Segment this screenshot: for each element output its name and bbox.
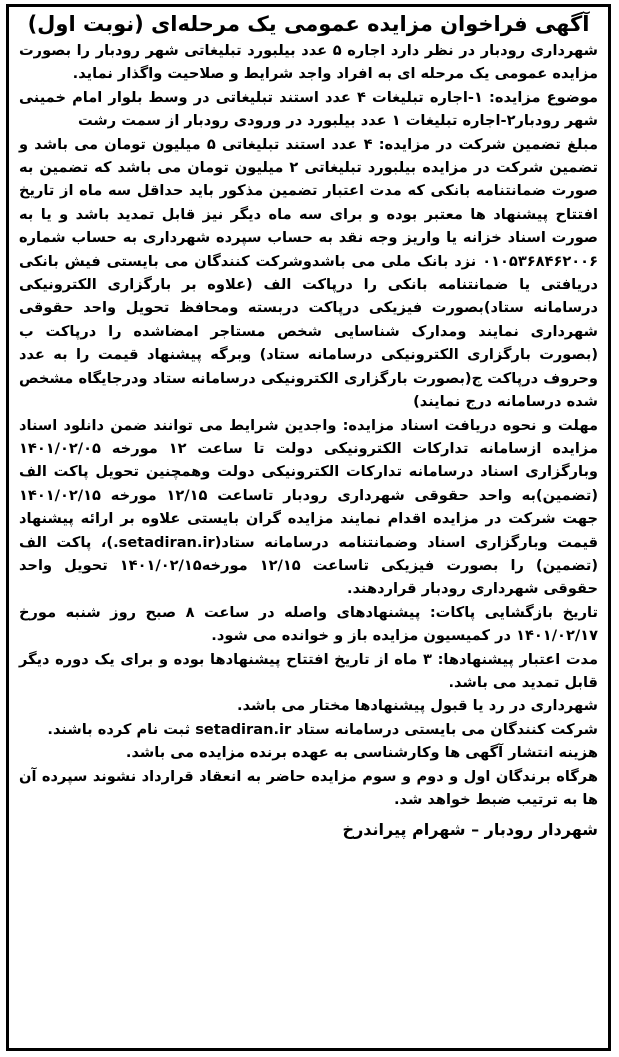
notice-title: آگهی فراخوان مزایده عمومی یک مرحله‌ای (نوبت اول)	[27, 12, 590, 36]
subject-paragraph	[19, 86, 598, 133]
deadline-label: مهلت و نحوه دریافت اسناد مزایده:	[342, 416, 598, 434]
subject-text: ۱-اجاره تبلیغات ۴ عدد استند تبلیغاتی در وسط بلوار امام خمینی شهر رودبار۲-اجاره تبلیغات ۱ عدد بیلبورد در ورودی رودبار از سمت رشت	[19, 88, 598, 130]
guarantee-text: ۴ عدد استند تبلیغاتی ۵ میلیون تومان می باشد و تضمین شرکت در مزایده بیلبورد تبلیغاتی ۲ میلیون تومان می باشد که تضمین به صورت ضمانتنامه بانکی که مدت اعتبار تضمین مذکور باید حداقل سه ماه از تاریخ افتتاح پیشنهاد ها معتبر بوده و برای سه ماه دیگر نیز قابل تمدید باشد و یا به صورت اسناد خزانه یا واریز وجه نقد به حساب سپرده شهرداری به حساب شماره ۰۱۰۵۳۶۸۴۶۲۰۰۶ نزد بانک ملی می باشدوشرکت کنندگان می بایستی فیش بانکی دریافتی یا ضمانتنامه بانکی را درپاکت الف (علاوه بر بارگزاری الکترونیکی درسامانه ستاد)بصورت فیزیکی درپاکت دربسته ومحافظ تحویل واحد حقوقی شهرداری نمایند ومدارک شناسایی شخص مستاجر امضاشده را درپاکت ب (بصورت بارگزاری الکترونیکی درسامانه ستاد) وبرگه پیشنهاد قیمت را به عدد وحروف درپاکت ج(بصورت بارگزاری الکترونیکی درسامانه ستاد ودرجایگاه مشخص شده درسامانه درج نمایند)	[19, 135, 598, 411]
note-line: شهرداری در رد یا قبول پیشنهادها مختار می باشد.	[237, 697, 598, 715]
subject-label: موضوع مزایده:	[489, 88, 599, 106]
guarantee-label: مبلغ تضمین شرکت در مزایده:	[378, 135, 598, 153]
opening-text: پیشنهادهای واصله در ساعت ۸ صبح روز شنبه مورخ ۱۴۰۱/۰۲/۱۷ در کمیسیون مزایده باز و خوانده می شود.	[19, 603, 598, 645]
validity-text: ۳ ماه از تاریخ افتتاح پیشنهادها بوده و برای یک دوره دیگر قابل تمدید می باشد.	[19, 650, 598, 691]
deadline-paragraph	[19, 414, 598, 601]
validity-label: مدت اعتبار پیشنهادها:	[437, 650, 598, 668]
note-line: شرکت کنندگان می بایستی درسامانه ستاد setadiran.ir ثبت نام کرده باشند.	[47, 720, 598, 738]
tender-notice	[6, 4, 611, 1051]
opening-label: تاریخ بازگشایی پاکات:	[429, 603, 598, 621]
signature: شهردار رودبار – شهرام پیراندرخ	[342, 820, 598, 840]
validity-paragraph	[19, 648, 598, 695]
guarantee-paragraph	[19, 133, 598, 414]
deadline-text: واجدین شرایط می توانند ضمن دانلود اسناد مزایده ازسامانه تدارکات الکترونیکی دولت تا ساعت ۱۲ مورخه ۱۴۰۱/۰۲/۰۵ وبارگزاری اسناد درسامانه تدارکات الکترونیکی دولت وهمچنین تحویل پاکت الف (تضمین)به واحد حقوقی شهرداری رودبار تاساعت ۱۲/۱۵ مورخه ۱۴۰۱/۰۲/۱۵ جهت شرکت در مزایده اقدام نمایند مزایده گران بایستی علاوه بر ارائه پیشنهاد قیمت وبارگزاری اسناد وضمانتنامه درسامانه ستاد(setadiran.ir.)، پاکت الف (تضمین) را بصورت فیزیکی تاساعت ۱۲/۱۵ مورخه۱۴۰۱/۰۲/۱۵ تحویل واحد حقوقی شهرداری رودبار قراردهند.	[19, 416, 598, 598]
opening-paragraph	[19, 601, 598, 648]
note-line: هرگاه برندگان اول و دوم و سوم مزایده حاضر به انعقاد قرارداد نشوند سپرده آن ها به ترتیب ضبط خواهد شد.	[19, 767, 598, 808]
note-line: هزینه انتشار آگهی ها وکارشناسی به عهده برنده مزایده می باشد.	[125, 744, 598, 762]
intro-paragraph: شهرداری رودبار در نظر دارد اجاره ۵ عدد بیلبورد تبلیغاتی شهر رودبار را بصورت مزایده عمومی یک مرحله ای به افراد واجد شرایط و صلاحیت واگذار نماید.	[19, 42, 599, 83]
